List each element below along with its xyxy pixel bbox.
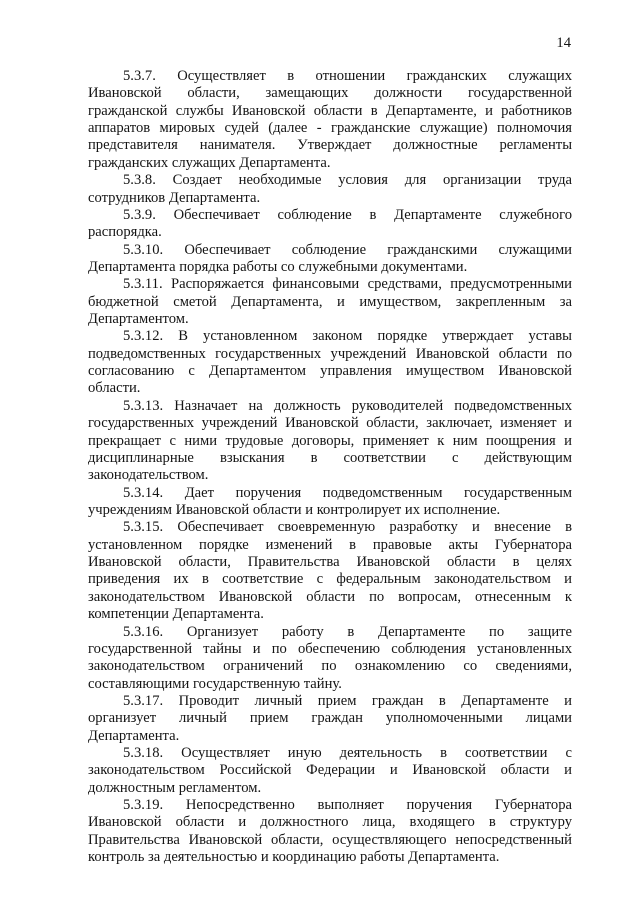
paragraph-line: аппаратов мировых судей (далее - гражданские служащие) полномочия — [88, 120, 572, 137]
paragraph-line: 5.3.13. Назначает на должность руководителей подведомственных — [123, 397, 572, 414]
paragraph-line: прекращает с ними трудовые договоры, применяет к ним поощрения и — [88, 432, 572, 449]
paragraph-5-3-15 — [88, 519, 572, 623]
paragraph-line: приведения их в соответствие с федеральным законодательством и — [88, 571, 572, 588]
paragraph-line: 5.3.12. В установленном законом порядке утверждает уставы — [123, 328, 572, 345]
paragraph-line: Департамента порядка работы со служебными документами. — [88, 258, 468, 275]
paragraph-line: законодательством Ивановской области по вопросам, отнесенным к — [88, 588, 572, 605]
paragraph-line: 5.3.9. Обеспечивает соблюдение в Департаменте служебного — [123, 206, 572, 223]
paragraph-line: гражданской службы Ивановской области в Департаменте, и работников — [88, 102, 572, 119]
paragraph-line: должностным регламентом. — [88, 779, 262, 796]
paragraph-5-3-7 — [88, 68, 572, 172]
paragraph-line: 5.3.19. Непосредственно выполняет поручения Губернатора — [123, 797, 572, 814]
paragraph-line: гражданских служащих Департамента. — [88, 154, 331, 171]
paragraph-5-3-9 — [88, 207, 572, 242]
paragraph-line: 5.3.14. Дает поручения подведомственным государственным — [123, 484, 572, 501]
paragraph-5-3-13 — [88, 398, 572, 485]
paragraph-line: 5.3.10. Обеспечивает соблюдение гражданскими служащими — [123, 241, 572, 258]
paragraph-line: установленном порядке изменений в правовые акты Губернатора — [88, 536, 572, 553]
paragraph-line: бюджетной сметой Департамента, и имуществом, закрепленным за — [88, 293, 572, 310]
paragraph-line: 5.3.18. Осуществляет иную деятельность в соответствии с — [123, 745, 572, 762]
paragraph-line: 5.3.17. Проводит личный прием граждан в Департаменте и — [123, 692, 572, 709]
page-number: 14 — [556, 35, 571, 51]
paragraph-5-3-8 — [88, 172, 572, 207]
paragraph-5-3-11 — [88, 276, 572, 328]
paragraph-line: Ивановской области и должностного лица, входящего в структуру — [88, 814, 572, 831]
paragraph-line: организует личный прием граждан уполномоченными лицами — [88, 710, 572, 727]
paragraph-line: согласованию с Департаментом управления имуществом Ивановской — [88, 363, 572, 380]
paragraph-5-3-16 — [88, 624, 572, 693]
paragraph-line: Ивановской области, Правительства Ивановской области в целях — [88, 554, 572, 571]
paragraph-line: 5.3.7. Осуществляет в отношении гражданских служащих — [123, 68, 572, 84]
paragraph-line: законодательством Российской Федерации и Ивановской области и — [88, 762, 572, 779]
paragraph-line: Правительства Ивановской области, осуществляющего непосредственный — [88, 831, 572, 848]
paragraph-5-3-12 — [88, 328, 572, 397]
paragraph-line: сотрудников Департамента. — [88, 189, 261, 206]
paragraph-line: законодательством ограничений по ознакомлению со сведениями, — [88, 658, 572, 675]
paragraph-line: законодательством. — [88, 467, 209, 484]
paragraph-line: учреждениям Ивановской области и контролирует их исполнение. — [88, 501, 501, 518]
paragraph-line: 5.3.11. Распоряжается финансовыми средствами, предусмотренными — [123, 276, 572, 293]
paragraph-line: государственной тайны и по обеспечению соблюдения установленных — [88, 640, 572, 657]
paragraph-line: 5.3.16. Организует работу в Департаменте по защите — [123, 623, 572, 640]
paragraph-line: 5.3.15. Обеспечивает своевременную разработку и внесение в — [123, 519, 572, 536]
paragraph-5-3-19 — [88, 797, 572, 866]
paragraph-line: Департамента. — [88, 727, 180, 744]
paragraph-line: Ивановской области, замещающих должности государственной — [88, 85, 572, 102]
paragraph-line: дисциплинарные взыскания в соответствии с действующим — [88, 449, 572, 466]
paragraph-5-3-17 — [88, 693, 572, 745]
paragraph-5-3-14 — [88, 485, 572, 520]
paragraph-line: компетенции Департамента. — [88, 606, 264, 623]
paragraph-line: 5.3.8. Создает необходимые условия для организации труда — [123, 172, 572, 189]
paragraph-line: контроль за деятельностью и координацию работы Департамента. — [88, 849, 500, 866]
paragraph-line: составляющими государственную тайну. — [88, 675, 342, 692]
paragraph-line: Департаментом. — [88, 311, 189, 328]
paragraph-5-3-10 — [88, 242, 572, 277]
document-body — [88, 68, 572, 867]
paragraph-line: подведомственных государственных учреждений Ивановской области по — [88, 345, 572, 362]
paragraph-line: представителя нанимателя. Утверждает должностные регламенты — [88, 137, 572, 154]
paragraph-line: государственных учреждений Ивановской области, заключает, изменяет и — [88, 415, 572, 432]
paragraph-5-3-18 — [88, 745, 572, 797]
paragraph-line: распорядка. — [88, 224, 162, 241]
paragraph-line: области. — [88, 380, 141, 397]
